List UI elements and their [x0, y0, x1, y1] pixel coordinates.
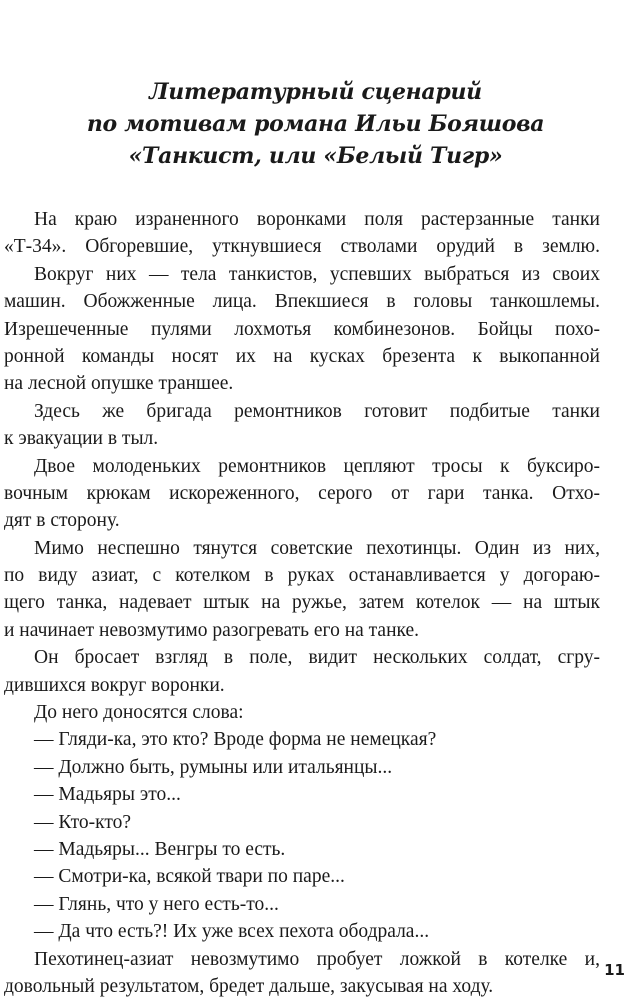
text-line: На краю израненного воронками поля растерзанные танки: [34, 209, 600, 230]
dialogue-line: — Гляди-ка, это кто? Вроде форма не немецкая?: [34, 729, 437, 751]
dialogue-line: — Мадьяры... Венгры то есть.: [34, 838, 286, 860]
title-line: Литературный сценарий: [149, 79, 482, 105]
dialogue-line: — Кто-кто?: [34, 811, 132, 833]
text-line: вочным крюкам искореженного, серого от гари танка. Отхо-: [4, 482, 600, 504]
text-line: ронной команды носят их на кусках брезента к выкопанной: [4, 345, 600, 367]
text-line: щего танка, надевает штык на ружье, затем котелок — на штык: [4, 592, 600, 614]
text-line: Мимо неспешно тянутся советские пехотинцы. Один из них,: [34, 537, 600, 559]
title-line: «Танкист, или «Белый Тигр»: [128, 143, 503, 169]
text-line: Пехотинец-азиат невозмутимо пробует ложкой в котелке и,: [34, 948, 600, 970]
dialogue-line: — Мадьяры это...: [34, 784, 181, 806]
text-line: дившихся вокруг воронки.: [4, 674, 225, 696]
text-line: на лесной опушке траншее.: [4, 373, 234, 395]
body-text: [0, 206, 631, 1000]
page-number: 11: [604, 961, 625, 979]
dialogue-line: — Смотри-ка, всякой твари по паре...: [34, 866, 345, 888]
dialogue-line: — Глянь, что у него есть-то...: [34, 893, 279, 915]
text-line: До него доносятся слова:: [34, 702, 244, 724]
text-line: Он бросает взгляд в поле, видит нескольких солдат, сгру-: [34, 647, 600, 669]
text-line: дят в сторону.: [4, 510, 120, 532]
text-line: к эвакуации в тыл.: [4, 428, 159, 450]
text-line: Двое молоденьких ремонтников цепляют тросы к буксиро-: [34, 455, 600, 477]
page-title: [0, 76, 631, 172]
text-line: «Т-34». Обгоревшие, уткнувшиеся стволами орудий в землю.: [4, 236, 600, 258]
title-line: по мотивам романа Ильи Бояшова: [86, 111, 545, 137]
text-line: и начинает невозмутимо разогревать его на танке.: [4, 619, 420, 641]
text-line: довольный результатом, бредет дальше, закусывая на ходу.: [4, 975, 494, 997]
dialogue-line: — Да что есть?! Их уже всех пехота ободрала...: [34, 921, 430, 943]
text-line: по виду азиат, с котелком в руках останавливается у догораю-: [4, 565, 600, 587]
text-line: Вокруг них — тела танкистов, успевших выбраться из своих: [34, 263, 600, 285]
text-line: Здесь же бригада ремонтников готовит подбитые танки: [34, 400, 600, 422]
text-line: Изрешеченные пулями лохмотья комбинезонов. Бойцы похо-: [4, 318, 600, 340]
dialogue-line: — Должно быть, румыны или итальянцы...: [34, 756, 393, 778]
text-line: машин. Обожженные лица. Впекшиеся в головы танкошлемы.: [4, 291, 600, 313]
